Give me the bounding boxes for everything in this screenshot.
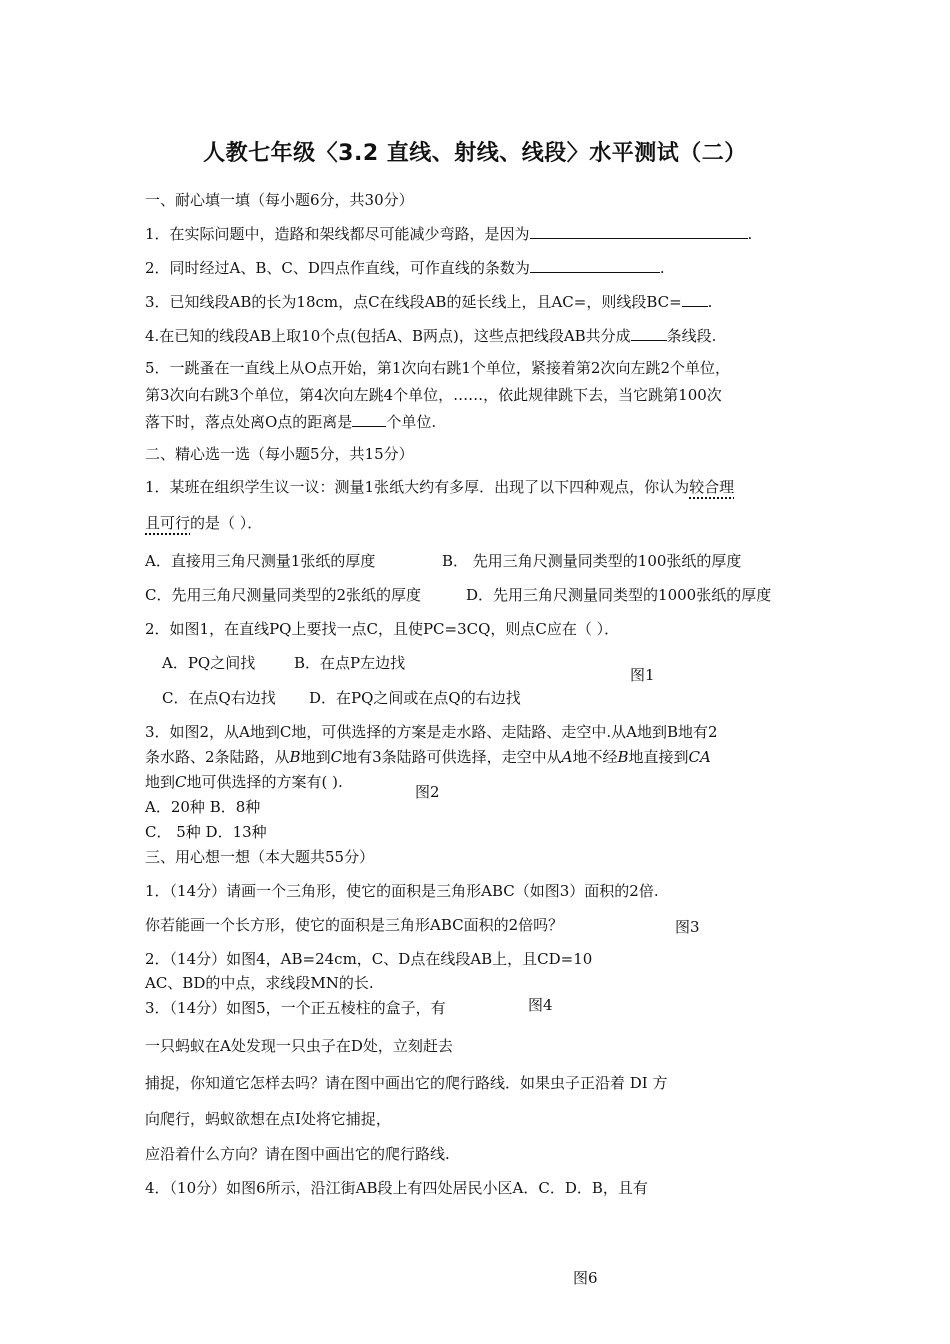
s1-question-3	[145, 292, 712, 312]
s2-q3-line3	[145, 772, 343, 792]
s2-q1-end: 的是（ ）．	[190, 514, 263, 532]
s1-q1-text: 1．在实际问题中，造路和架线都尽可能减少弯路，是因为	[145, 225, 530, 243]
s2-question-1	[145, 477, 734, 497]
s3-q2-line2: AC、BD的中点，求线段MN的长.	[145, 974, 374, 992]
s1-q1-end: .	[747, 225, 753, 243]
option-a[interactable]: A．PQ之间找	[162, 654, 256, 672]
variable: B	[617, 748, 629, 766]
s1-question-4	[145, 326, 716, 346]
answer-blank[interactable]	[530, 258, 660, 273]
figure-1-caption: 图1	[630, 666, 655, 684]
page-title: 人教七年级〈3.2 直线、射线、线段〉水平测试（二）	[203, 141, 747, 166]
s3-q3-line5: 应沿着什么方向？请在图中画出它的爬行路线.	[145, 1145, 450, 1163]
s1-q4-text: 4.在已知的线段AB上取10个点(包括A、B两点)，这些点把线段AB共分成	[145, 327, 631, 345]
text: 地到	[145, 773, 176, 791]
s2-q3-line1: 3．如图2，从A地到C地，可供选择的方案是走水路、走陆路、走空中.从A地到B地有2	[145, 723, 718, 741]
variable: B	[289, 748, 301, 766]
s2-q3-line2	[145, 747, 711, 767]
s1-q5-line1: 5．一跳蚤在一直线上从O点开始，第1次向右跳1个单位，紧接着第2次向左跳2个单位，	[145, 359, 731, 377]
s3-q2-line1: 2．（14分）如图4，AB=24cm，C、D点在线段AB上，且CD=10	[145, 950, 593, 968]
figure-4-caption: 图4	[528, 996, 553, 1014]
text: 地直接到	[628, 748, 689, 766]
variable: C	[330, 748, 343, 766]
option-c[interactable]: C．先用三角尺测量同类型的2张纸的厚度	[145, 586, 422, 604]
variable: A	[561, 748, 573, 766]
variable: CA	[688, 748, 711, 766]
s2-q1-text: 1．某班在组织学生议一议：测量1张纸大约有多厚．出现了以下四种观点，你认为	[145, 478, 690, 496]
s2-q1-emphasis: 且可行	[145, 514, 191, 532]
s2-q1-emphasis: 较合理	[689, 478, 735, 496]
figure-3-caption: 图3	[675, 918, 700, 936]
s1-question-1	[145, 224, 752, 244]
option-d[interactable]: D．在PQ之间或在点Q的右边找	[309, 689, 521, 707]
s1-q2-end: .	[659, 259, 665, 277]
section3-heading: 三、用心想一想（本大题共55分）	[145, 848, 375, 866]
text: 地到	[300, 748, 331, 766]
answer-blank[interactable]	[530, 224, 748, 239]
s1-q2-text: 2．同时经过A、B、C、D四点作直线，可作直线的条数为	[145, 259, 530, 277]
s3-q3-line4: 向爬行，蚂蚁欲想在点I处将它捕捉，	[145, 1110, 391, 1128]
figure-6-caption: 图6	[573, 1269, 598, 1287]
option-d[interactable]: D．先用三角尺测量同类型的1000张纸的厚度	[466, 586, 772, 604]
option-b[interactable]: B． 先用三角尺测量同类型的100张纸的厚度	[442, 552, 742, 570]
s1-q3-text: 3．已知线段AB的长为18cm，点C在线段AB的延长线上，且AC=，则线段BC=	[145, 293, 682, 311]
option-b[interactable]: B．在点P左边找	[294, 654, 406, 672]
section2-heading: 二、精心选一选（每小题5分，共15分）	[145, 445, 414, 463]
answer-blank[interactable]	[352, 412, 386, 427]
answer-blank[interactable]	[682, 292, 708, 307]
s1-q5-line2: 第3次向右跳3个单位，第4次向左跳4个单位，……，依此规律跳下去，当它跳第100次	[145, 386, 722, 404]
answer-blank[interactable]	[631, 326, 667, 341]
figure-2-caption: 图2	[415, 783, 440, 801]
s1-q4-end: 条线段.	[666, 327, 717, 345]
s1-q5-line3-end: 个单位.	[386, 413, 437, 431]
s3-q3-line2: 一只蚂蚁在A处发现一只虫子在D处，立刻赶去	[145, 1037, 453, 1055]
s3-q1-line2: 你若能画一个长方形，使它的面积是三角形ABC面积的2倍吗？	[145, 916, 564, 934]
text: 地可供选择的方案有( ).	[186, 773, 343, 791]
s1-question-5-end	[145, 412, 436, 432]
text: 条水路、2条陆路，从	[145, 748, 290, 766]
option-c[interactable]: C．在点Q右边找	[162, 689, 276, 707]
variable: C	[175, 773, 187, 791]
s3-q4-line1: 4．（10分）如图6所示，沿江街AB段上有四处居民小区A．C．D．B，且有	[145, 1179, 648, 1197]
section1-heading: 一、耐心填一填（每小题6分，共30分）	[145, 191, 414, 209]
s3-q3-line3: 捕捉，你知道它怎样去吗？请在图中画出它的爬行路线．如果虫子正沿着 DI 方	[145, 1074, 668, 1092]
text: 地不经	[572, 748, 618, 766]
s2-question-1-cont	[145, 513, 262, 533]
s1-question-2	[145, 258, 665, 278]
option-a[interactable]: A．直接用三角尺测量1张纸的厚度	[145, 552, 376, 570]
s2-q3-options-cd[interactable]: C． 5种 D．13种	[145, 823, 267, 841]
text: 地有3条陆路可供选择，走空中从	[342, 748, 562, 766]
s3-q3-line1: 3．（14分）如图5，一个正五棱柱的盒子，有	[145, 999, 446, 1017]
s2-q3-options-ab[interactable]: A．20种 B．8种	[145, 798, 261, 816]
s2-question-2: 2．如图1，在直线PQ上要找一点C，且使PC=3CQ，则点C应在（ ）．	[145, 620, 620, 638]
s1-q3-end: .	[707, 293, 713, 311]
s3-q1-line1: 1．（14分）请画一个三角形，使它的面积是三角形ABC（如图3）面积的2倍.	[145, 882, 659, 900]
s1-q5-line3: 落下时，落点处离O点的距离是	[145, 413, 353, 431]
